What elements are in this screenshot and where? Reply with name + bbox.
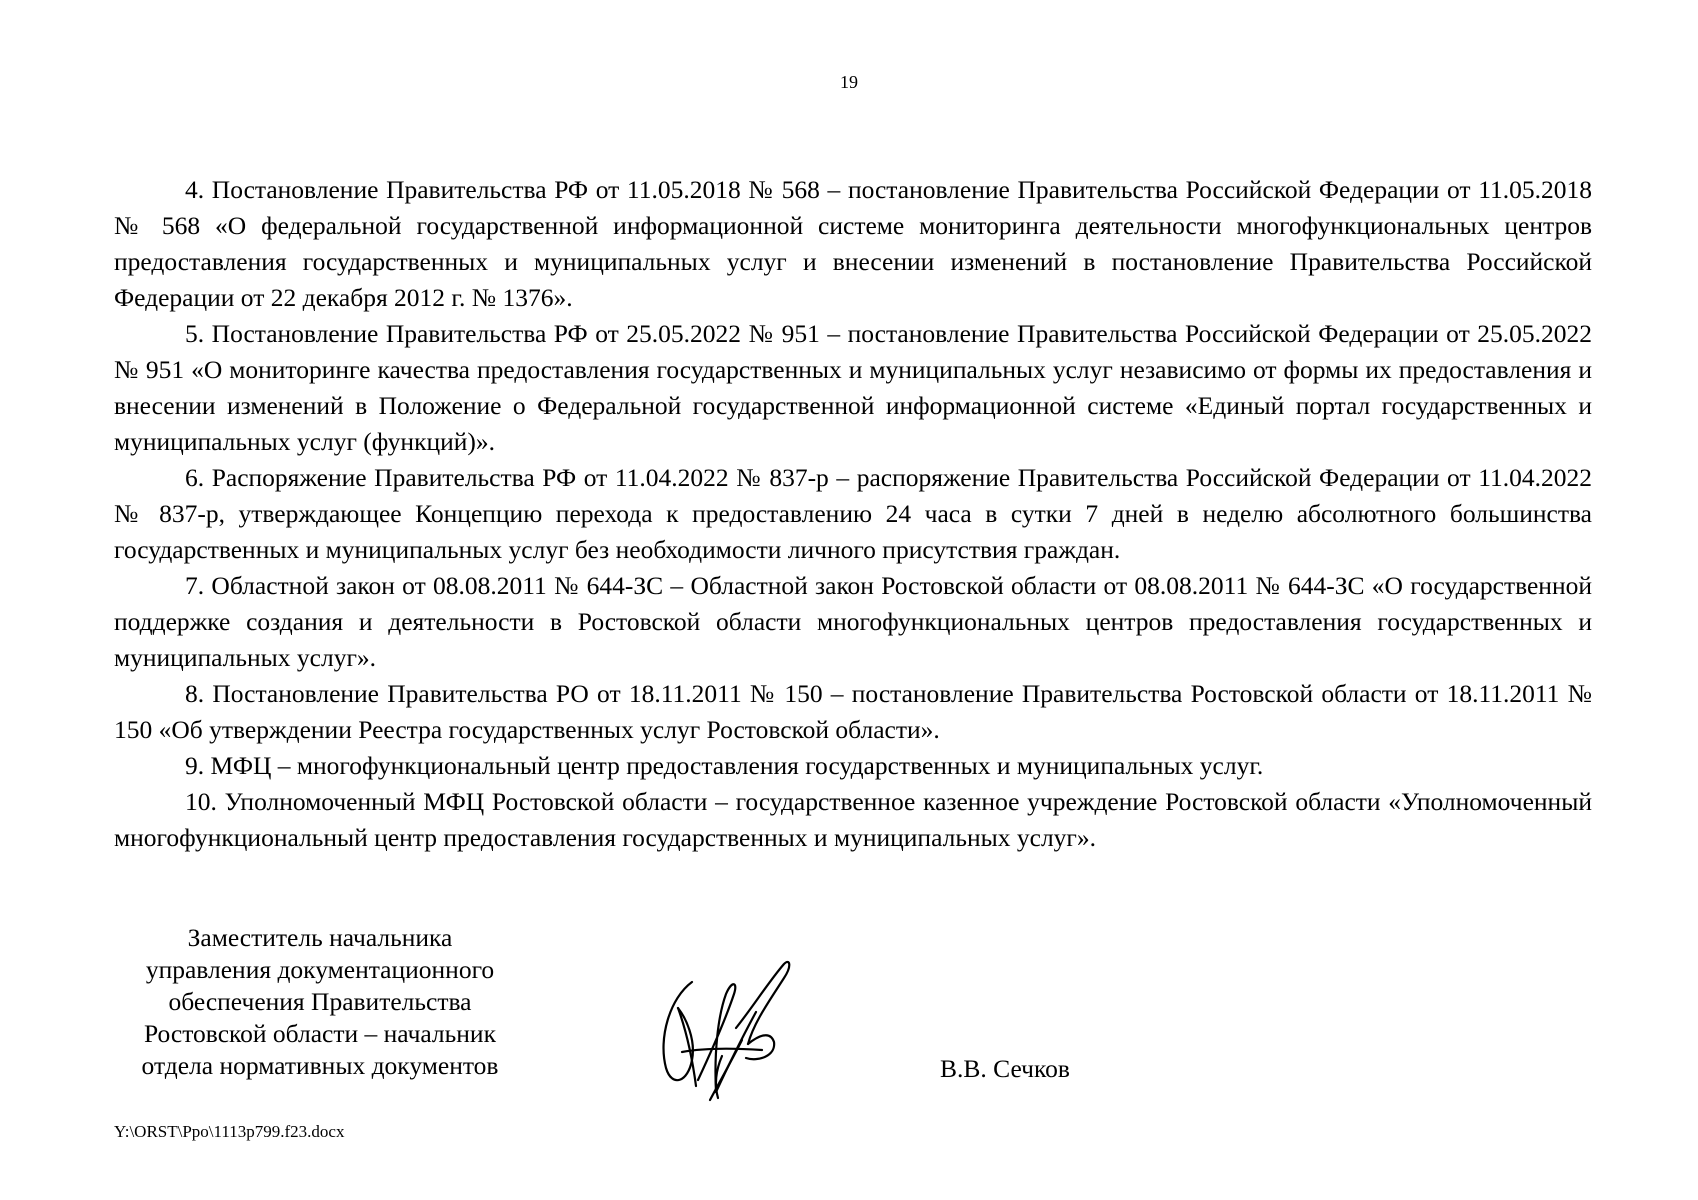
file-path: Y:\ORST\Ppo\1113p799.f23.docx (114, 1122, 345, 1141)
paragraph-item-8: 8. Постановление Правительства РО от 18.11.2011 № 150 – постановление Правительства Ростовской области от 18.11.2011 № 150 «Об утверждении Реестра государственных услуг Ростовской области». (114, 679, 1592, 744)
signatory-title (100, 922, 540, 1082)
signatory-title-line: отдела нормативных документов (141, 1051, 499, 1080)
paragraph-item-10: 10. Уполномоченный МФЦ Ростовской области – государственное казенное учреждение Ростовской области «Уполномоченный многофункциональный центр предоставления государственных и муниципальных услуг». (114, 787, 1592, 852)
page-number: 19 (840, 72, 858, 92)
signatory-title-line: управления документационного (145, 955, 495, 984)
signatory-title-line: обеспечения Правительства (168, 987, 472, 1016)
paragraph-item-5: 5. Постановление Правительства РФ от 25.05.2022 № 951 – постановление Правительства Российской Федерации от 25.05.2022 № 951 «О мониторинге качества предоставления государственных и муниципальных услуг независимо от формы их предоставления и внесении изменений в Положение о Федеральной государственной информационной системе «Единый портал государственных и муниципальных услуг (функций)». (114, 319, 1592, 456)
paragraph-item-4: 4. Постановление Правительства РФ от 11.05.2018 № 568 – постановление Правительства Российской Федерации от 11.05.2018 № 568 «О федеральной государственной информационной системе мониторинга деятельности многофункциональных центров предоставления государственных и муниципальных услуг и внесении изменений в постановление Правительства Российской Федерации от 22 декабря 2012 г. № 1376». (114, 175, 1592, 312)
paragraph-item-6: 6. Распоряжение Правительства РФ от 11.04.2022 № 837-р – распоряжение Правительства Российской Федерации от 11.04.2022 № 837-р, утверждающее Концепцию перехода к предоставлению 24 часа в сутки 7 дней в неделю абсолютного большинства государственных и муниципальных услуг без необходимости личного присутствия граждан. (114, 463, 1592, 564)
signatory-title-line: Ростовской области – начальник (144, 1019, 496, 1048)
handwritten-signature (652, 960, 797, 1110)
paragraph-item-7: 7. Областной закон от 08.08.2011 № 644-ЗС – Областной закон Ростовской области от 08.08.2011 № 644-ЗС «О государственной поддержке создания и деятельности в Ростовской области многофункциональных центров предоставления государственных и муниципальных услуг». (114, 571, 1592, 672)
signatory-title-line: Заместитель начальника (187, 923, 453, 952)
signatory-name: В.В. Сечков (940, 1054, 1070, 1083)
document-body (114, 172, 1592, 856)
paragraph-item-9: 9. МФЦ – многофункциональный центр предоставления государственных и муниципальных услуг. (185, 751, 1264, 780)
